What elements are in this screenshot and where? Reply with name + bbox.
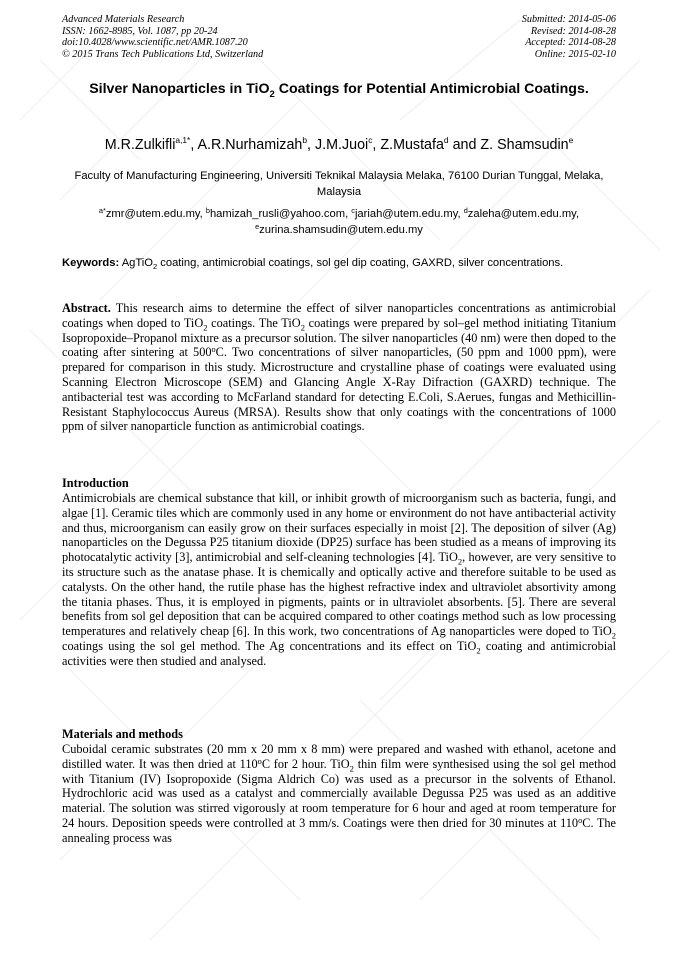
email-address[interactable]: zurina.shamsudin@utem.edu.my <box>259 223 423 236</box>
methods-subscript: 2 <box>349 763 354 774</box>
intro-text-2: , however, are very sensitive to its structure such as the anatase phase. It is chemically and optically active and therefore suitable to be used as catalysts. On the other hand, the rutile phase has the highest refractive index and ultraviolet absortivity among the titania phases. Thus, it is employed in pigments, paints or in ultraviolet absorbents. [5]. There are several benefits from sol gel deposition that can be acquired compared to other coatings method such as low processing temperatures and relatively cheap [6]. In this work, two concentrations of Ag nanoparticles were doped to TiO <box>62 550 616 639</box>
author-emails <box>62 207 616 238</box>
abstract-degree-sup: o <box>211 345 216 355</box>
author-separator: , <box>190 137 198 153</box>
author-separator: , <box>372 137 381 153</box>
author-name: Z.Mustafa <box>380 137 444 153</box>
author-affil-sup: b <box>302 135 308 145</box>
author-list <box>62 136 616 154</box>
intro-text-1: Antimicrobials are chemical substance that kill, or inhibit growth of microorganism such as bacteria, fungi, and algae [1]. Ceramic tiles which are commonly used in any home or environment do not have antibacterial activity and thus, microorganism can easily grow on their surfaces especially in moist [2]. The deposition of silver (Ag) nanoparticles on the Degussa P25 titanium dioxide (DP25) surface has been studied as a means of improving its photocatalytic activity [3], antimicrobial and self-cleaning technologies [4]. TiO <box>62 491 616 565</box>
author-affil-sup: c <box>368 135 373 145</box>
copyright-line: © 2015 Trans Tech Publications Ltd, Switzerland <box>62 48 264 60</box>
author-name: Z. Shamsudin <box>480 137 569 153</box>
keywords-label: Keywords: <box>62 257 120 269</box>
intro-text-4: coating and antimicrobial activities were then studied and analysed. <box>62 638 617 668</box>
author-separator: and <box>448 137 481 153</box>
methods-text-3: thin film were synthesised using the sol gel method with Titanium (IV) Isopropoxide (Sigma Aldrich Co) was used as a precursor in the solvents of Ethanol. Hydrochloric acid was used as a catalyst and commercially available Degussa P25 was used as an additive material. The solution was stirred vigorously at room temperature for 6 hour and aged at room temperature for 24 hours. Deposition speeds were controlled at 3 mm/s. Coatings were then dried for 30 minutes at 110 <box>62 756 616 830</box>
header-left <box>62 14 263 60</box>
introduction-heading: Introduction <box>62 476 129 490</box>
intro-subscript: 2 <box>611 630 616 641</box>
accepted-date: Accepted: 2014-08-28 <box>525 37 616 48</box>
author-affil-sup: e <box>568 135 574 145</box>
keywords-subscript: 2 <box>152 262 158 272</box>
methods-text-1: Cuboidal ceramic substrates (20 mm x 20 mm x 8 mm) were prepared and washed with ethanol, acetone and distilled water. It was then dried at 110 <box>62 742 616 771</box>
intro-text-3: coatings using the sol gel method. The Ag concentrations and its effect on TiO <box>62 638 477 653</box>
keywords-text-2: coating, antimicrobial coatings, sol gel dip coating, GAXRD, silver concentrations. <box>157 257 564 269</box>
abstract-text-4: C. Two concentrations of silver nanoparticles, (50 ppm and 1000 ppm), were prepared for comparison in this study. Microstructure and crystalline phase of coatings were evaluated using Scanning Electron Microscope (SEM) and Glancing Angle X-Ray Difraction (GAXRD) technique. The antibacterial test was according to McFarland standard for detecting E.Coli, S.Aerues, fungas and Methicillin-Resistant Staphylococcus Aureus (MRSA). Results show that only coatings with the concentrations of 1000 ppm of silver nanoparticle function as antimicrobial coatings. <box>62 345 616 434</box>
affiliation: Faculty of Manufacturing Engineering, Universiti Teknikal Malaysia Melaka, 76100 Durian Tunggal, Melaka, Malaysia <box>74 170 604 198</box>
intro-subscript: 2 <box>476 645 481 656</box>
methods-text-4: C. The annealing process was <box>62 815 617 845</box>
header-right <box>522 14 616 60</box>
revised-date: Revised: 2014-08-28 <box>530 25 616 37</box>
abstract-subscript: 2 <box>300 322 305 333</box>
keywords-text-1: AgTiO <box>119 257 153 269</box>
abstract-text-3: coatings were prepared by sol–gel method initiating Titanium Isopropoxide–Propanol mixture as a precursor solution. The silver nanoparticles (40 nm) were then doped to the coating after sintering at 500 <box>62 315 617 360</box>
title-text-2: Coatings for Potential Antimicrobial Coatings. <box>274 81 589 97</box>
email-separator: , <box>345 208 352 220</box>
journal-name: Advanced Materials Research <box>62 14 185 25</box>
email-sup: e <box>255 221 260 231</box>
email-sup: a* <box>98 206 106 215</box>
email-separator: , <box>457 208 464 220</box>
email-address[interactable]: jariah@utem.edu.my <box>354 208 458 220</box>
abstract-subscript: 2 <box>203 322 208 333</box>
methods-degree-sup: o <box>257 756 262 766</box>
methods-body <box>62 742 616 846</box>
methods-text-2: C for 2 hour. TiO <box>261 756 350 771</box>
email-address[interactable]: hamizah_rusli@yahoo.com <box>209 208 346 220</box>
intro-subscript: 2 <box>457 556 463 567</box>
email-sup: b <box>205 206 210 215</box>
email-sup: d <box>463 206 468 215</box>
paper-title <box>62 80 616 104</box>
author-affil-sup: a,1* <box>175 135 191 145</box>
author-separator: , <box>307 137 315 153</box>
issn-line: ISSN: 1662-8985, Vol. 1087, pp 20-24 <box>62 25 218 37</box>
methods-degree-sup: o <box>578 815 583 825</box>
title-subscript: 2 <box>269 88 275 100</box>
email-address[interactable]: zmr@utem.edu.my <box>105 208 200 220</box>
abstract-text-2: coatings. The TiO <box>207 315 301 330</box>
introduction-body <box>62 491 616 669</box>
abstract <box>62 301 616 434</box>
author-name: M.R.Zulkifli <box>104 137 176 153</box>
abstract-label: Abstract. <box>62 301 111 315</box>
online-date: Online: 2015-02-10 <box>534 48 616 60</box>
title-text-1: Silver Nanoparticles in TiO <box>89 81 270 97</box>
author-name: J.M.Juoi <box>314 137 369 153</box>
abstract-text-1: This research aims to determine the effect of silver nanoparticles concentrations as antimicrobial coatings when doped to TiO <box>62 301 616 330</box>
email-sup: c <box>351 206 355 215</box>
doi-line: doi:10.4028/www.scientific.net/AMR.1087.20 <box>62 37 248 48</box>
email-address[interactable]: zaleha@utem.edu.my <box>467 208 576 220</box>
email-separator: , <box>575 208 580 220</box>
author-name: A.R.Nurhamizah <box>197 137 303 153</box>
author-affil-sup: d <box>443 135 449 145</box>
submitted-date: Submitted: 2014-05-06 <box>521 14 616 25</box>
methods-heading: Materials and methods <box>62 727 183 741</box>
email-separator: , <box>199 208 206 220</box>
keywords <box>62 256 616 275</box>
